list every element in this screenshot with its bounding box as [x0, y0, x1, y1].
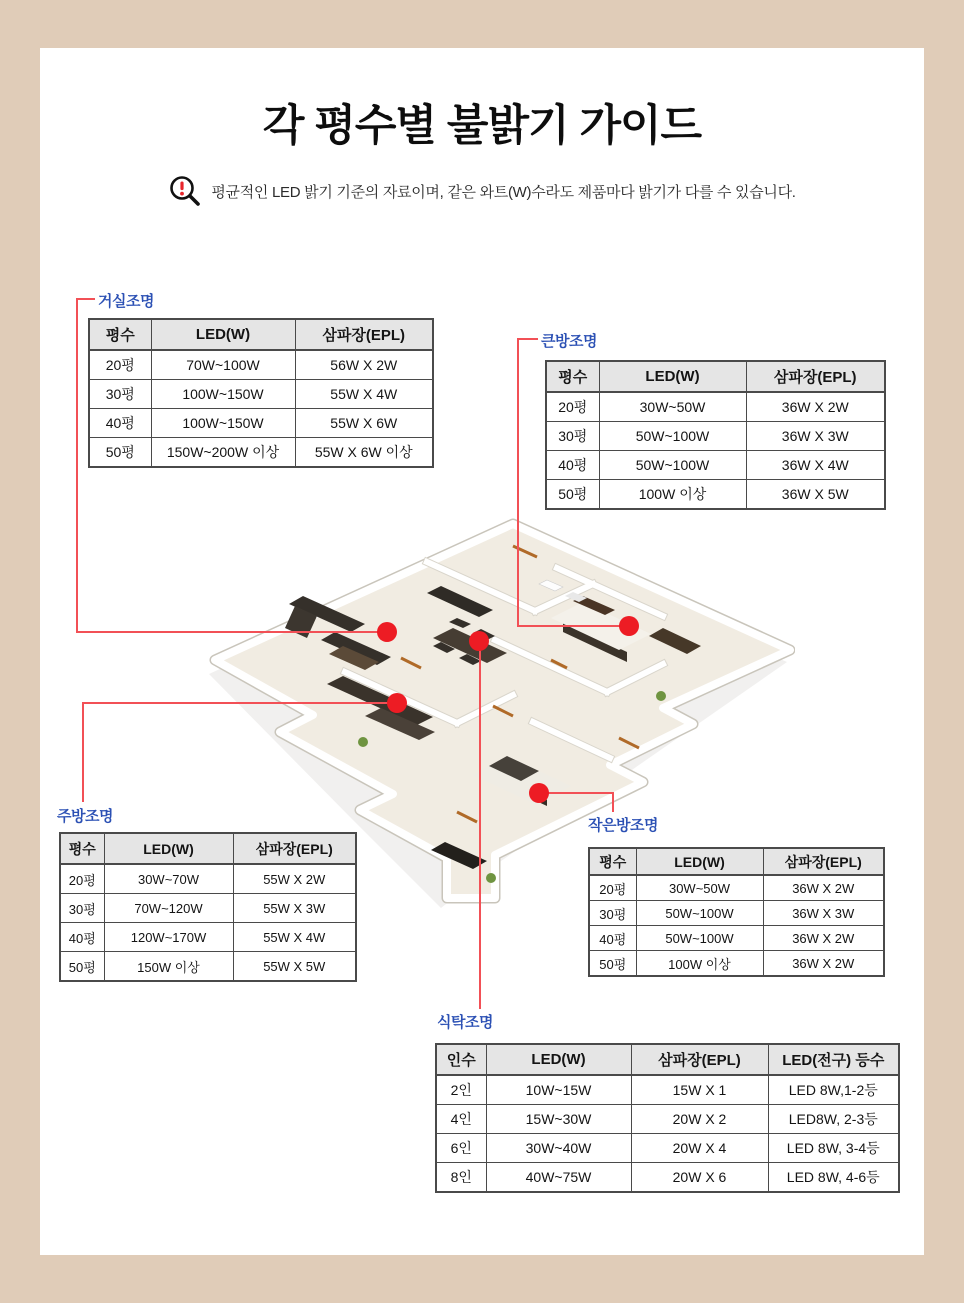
floorplan-image: [195, 510, 795, 910]
cell: 30W~50W: [599, 392, 746, 422]
living-connector-line: [76, 298, 78, 632]
cell: 30W~40W: [486, 1134, 631, 1163]
cell: 20평: [546, 392, 599, 422]
cell: 70W~120W: [104, 894, 233, 923]
table-row: [89, 380, 433, 409]
cell: 30평: [60, 894, 104, 923]
cell: 100W 이상: [599, 480, 746, 510]
table-row: [546, 480, 885, 510]
magnifier-alert-icon: [168, 174, 202, 208]
smallroom-connector-line: [612, 792, 614, 812]
cell: 20평: [60, 864, 104, 894]
cell: 40평: [589, 926, 636, 951]
living-room-dot: [377, 622, 397, 642]
col-header: 인수: [436, 1044, 486, 1075]
cell: 36W X 3W: [763, 901, 884, 926]
cell: 100W 이상: [636, 951, 763, 977]
cell: 150W 이상: [104, 952, 233, 982]
col-header: 삼파장(EPL): [763, 848, 884, 875]
cell: 50평: [60, 952, 104, 982]
cell: 4인: [436, 1105, 486, 1134]
table-row: [89, 409, 433, 438]
col-header: 평수: [89, 319, 151, 350]
cell: 20평: [89, 350, 151, 380]
cell: 50평: [89, 438, 151, 468]
cell: 50W~100W: [636, 926, 763, 951]
cell: 15W~30W: [486, 1105, 631, 1134]
cell: 100W~150W: [151, 380, 295, 409]
cell: LED8W, 2-3등: [768, 1105, 899, 1134]
cell: 36W X 2W: [763, 926, 884, 951]
cell: 20평: [589, 875, 636, 901]
dining-connector-line: [479, 641, 481, 1009]
cell: 55W X 3W: [233, 894, 356, 923]
cell: 50W~100W: [636, 901, 763, 926]
bigroom-table-label: 큰방조명: [541, 333, 597, 350]
kitchen-table-label: 주방조명: [57, 808, 113, 825]
smallroom-connector-line: [539, 792, 614, 794]
big-room-dot: [619, 616, 639, 636]
cell: 8인: [436, 1163, 486, 1193]
living-table-label: 거실조명: [98, 293, 154, 310]
table-row: [546, 451, 885, 480]
cell: 6인: [436, 1134, 486, 1163]
col-header: LED(W): [599, 361, 746, 392]
table-header-row: [436, 1044, 899, 1075]
cell: 36W X 5W: [746, 480, 885, 510]
table-row: [436, 1163, 899, 1193]
cell: 50W~100W: [599, 451, 746, 480]
cell: 40평: [60, 923, 104, 952]
cell: 40평: [546, 451, 599, 480]
cell: 36W X 2W: [763, 951, 884, 977]
cell: 36W X 3W: [746, 422, 885, 451]
table-row: [436, 1105, 899, 1134]
table-row: [589, 951, 884, 977]
col-header: 평수: [546, 361, 599, 392]
table-row: [436, 1134, 899, 1163]
cell: LED 8W, 3-4등: [768, 1134, 899, 1163]
bigroom-connector-line: [518, 338, 538, 340]
bigroom-connector-line: [517, 625, 629, 627]
kitchen-connector-line: [82, 702, 397, 704]
dining-table-label: 식탁조명: [437, 1014, 493, 1031]
dining-table-dot: [469, 631, 489, 651]
dining-table: [435, 1043, 900, 1193]
living-connector-line: [76, 631, 387, 633]
page-title: 각 평수별 불밝기 가이드: [262, 102, 702, 150]
cell: 55W X 6W 이상: [295, 438, 433, 468]
col-header: LED(W): [636, 848, 763, 875]
cell: 20W X 2: [631, 1105, 768, 1134]
page-canvas: [40, 48, 924, 1255]
cell: 30W~50W: [636, 875, 763, 901]
bigroom-connector-line: [517, 338, 519, 626]
cell: LED 8W, 4-6등: [768, 1163, 899, 1193]
cell: 30평: [589, 901, 636, 926]
cell: 36W X 2W: [746, 392, 885, 422]
cell: 55W X 6W: [295, 409, 433, 438]
col-header: 삼파장(EPL): [233, 833, 356, 864]
cell: 30W~70W: [104, 864, 233, 894]
big-room-table: [545, 360, 886, 510]
cell: 30평: [89, 380, 151, 409]
cell: 50W~100W: [599, 422, 746, 451]
table-header-row: [546, 361, 885, 392]
cell: 150W~200W 이상: [151, 438, 295, 468]
kitchen-dot: [387, 693, 407, 713]
col-header: 평수: [60, 833, 104, 864]
cell: 36W X 2W: [763, 875, 884, 901]
small-room-dot: [529, 783, 549, 803]
living-connector-line: [77, 298, 95, 300]
notice-row: [40, 174, 924, 208]
table-header-row: [89, 319, 433, 350]
col-header: 평수: [589, 848, 636, 875]
table-row: [89, 350, 433, 380]
cell: 100W~150W: [151, 409, 295, 438]
col-header: 삼파장(EPL): [295, 319, 433, 350]
table-row: [89, 438, 433, 468]
notice-text: 평균적인 LED 밝기 기준의 자료이며, 같은 와트(W)수라도 제품마다 밝기가 다를 수 있습니다.: [211, 183, 796, 201]
table-row: [60, 952, 356, 982]
cell: 2인: [436, 1075, 486, 1105]
table-row: [60, 923, 356, 952]
cell: 20W X 4: [631, 1134, 768, 1163]
col-header: 삼파장(EPL): [631, 1044, 768, 1075]
cell: 56W X 2W: [295, 350, 433, 380]
cell: 36W X 4W: [746, 451, 885, 480]
cell: 120W~170W: [104, 923, 233, 952]
cell: 50평: [546, 480, 599, 510]
col-header: LED(W): [486, 1044, 631, 1075]
cell: 55W X 4W: [295, 380, 433, 409]
cell: 10W~15W: [486, 1075, 631, 1105]
cell: 40W~75W: [486, 1163, 631, 1193]
cell: 70W~100W: [151, 350, 295, 380]
col-header: LED(W): [151, 319, 295, 350]
living-room-table: [88, 318, 434, 468]
cell: 20W X 6: [631, 1163, 768, 1193]
table-row: [436, 1075, 899, 1105]
cell: 40평: [89, 409, 151, 438]
cell: 55W X 4W: [233, 923, 356, 952]
cell: 55W X 2W: [233, 864, 356, 894]
cell: 55W X 5W: [233, 952, 356, 982]
cell: 15W X 1: [631, 1075, 768, 1105]
col-header: LED(전구) 등수: [768, 1044, 899, 1075]
cell: LED 8W,1-2등: [768, 1075, 899, 1105]
table-row: [546, 392, 885, 422]
col-header: LED(W): [104, 833, 233, 864]
col-header: 삼파장(EPL): [746, 361, 885, 392]
cell: 30평: [546, 422, 599, 451]
smallroom-table-label: 작은방조명: [588, 817, 658, 834]
table-row: [546, 422, 885, 451]
kitchen-connector-line: [82, 702, 84, 802]
table-row: [589, 926, 884, 951]
cell: 50평: [589, 951, 636, 977]
